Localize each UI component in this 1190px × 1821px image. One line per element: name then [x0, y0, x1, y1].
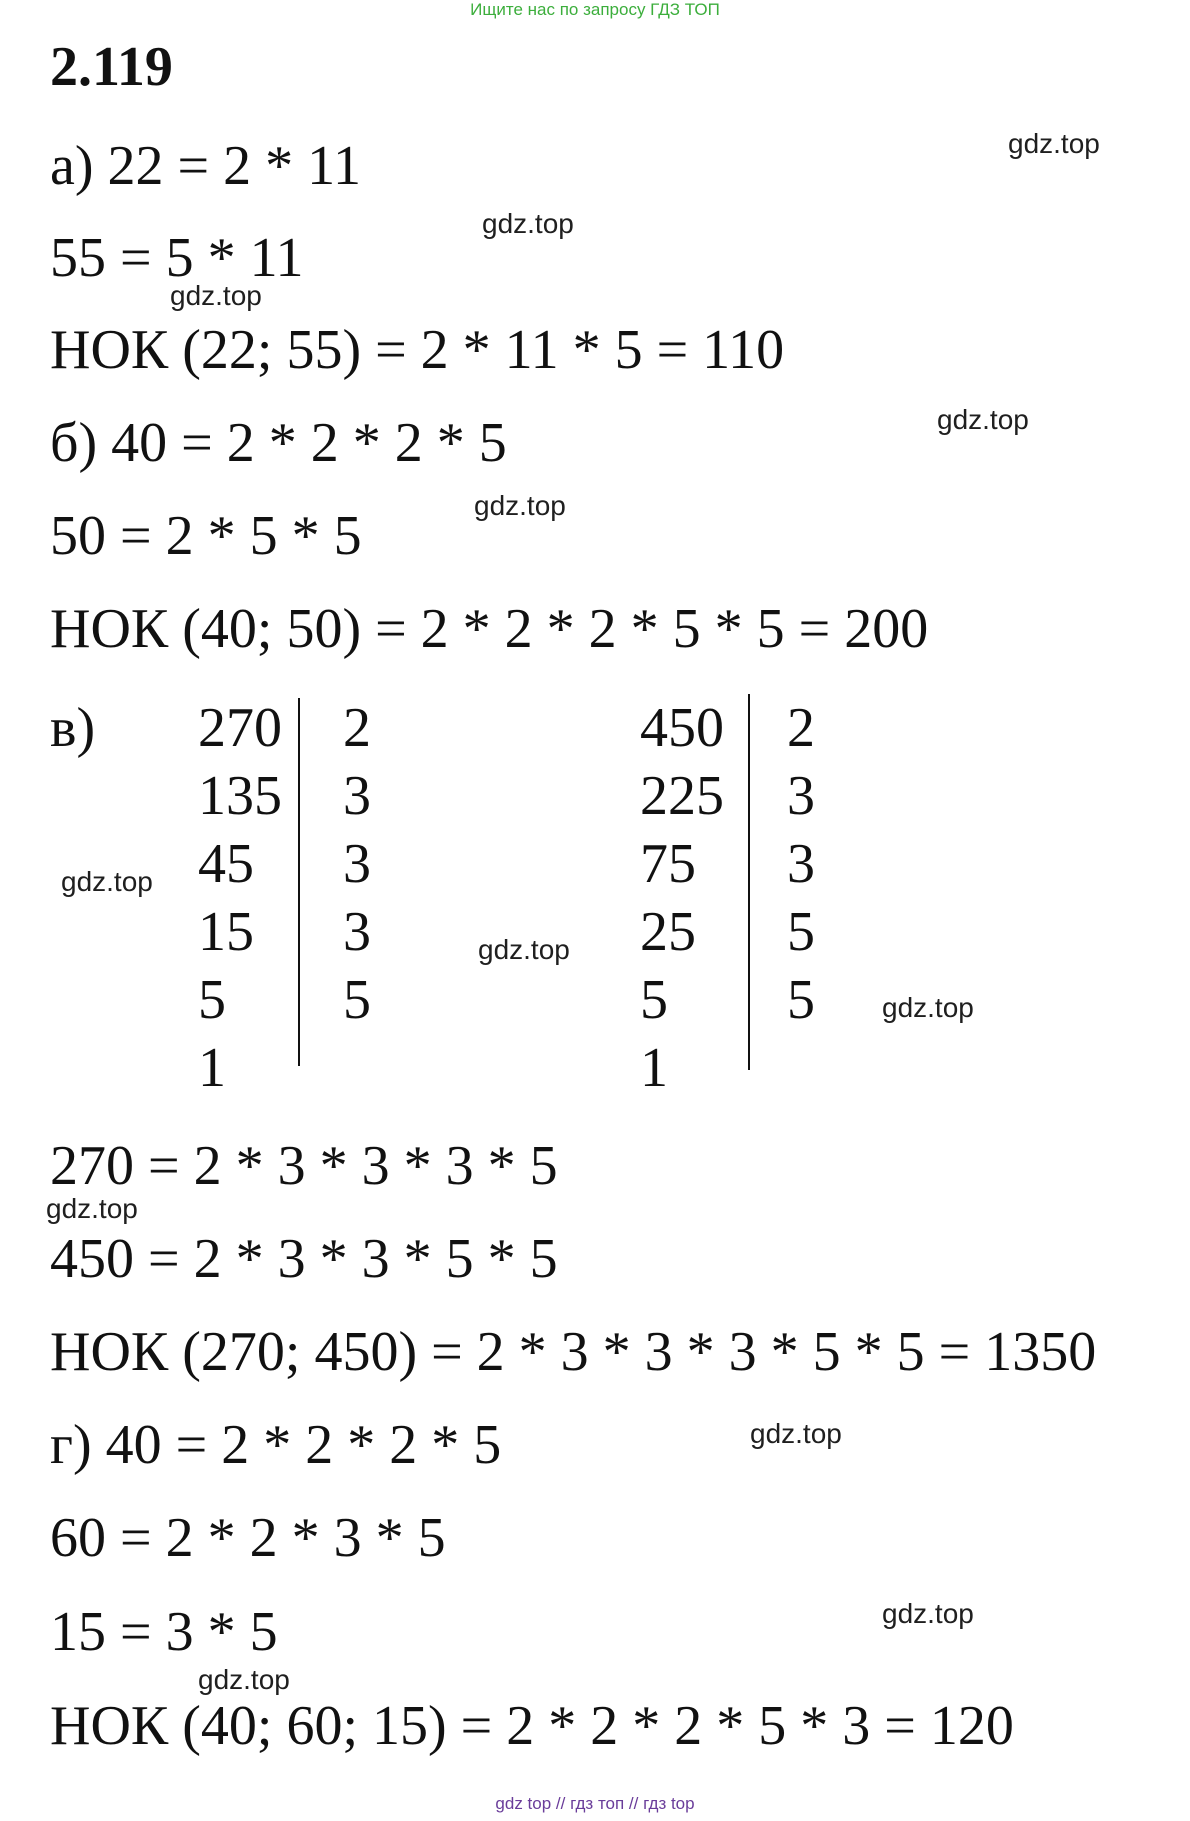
f450-right-3: 5 [787, 901, 815, 963]
line-g1: г) 40 = 2 * 2 * 2 * 5 [50, 1414, 502, 1476]
f450-right-1: 3 [787, 765, 815, 827]
line-g3: 15 = 3 * 5 [50, 1601, 278, 1663]
f450-left-3: 25 [640, 901, 696, 963]
f270-left-0: 270 [198, 697, 282, 759]
watermark: gdz.top [1008, 128, 1100, 159]
f270-left-3: 15 [198, 901, 254, 963]
watermark: gdz.top [750, 1418, 842, 1449]
f450-left-5: 1 [640, 1037, 668, 1099]
line-v1: 270 = 2 * 3 * 3 * 3 * 5 [50, 1135, 558, 1197]
watermark: gdz.top [482, 208, 574, 239]
f270-right-4: 5 [343, 969, 371, 1031]
f450-left-4: 5 [640, 969, 668, 1031]
watermark: gdz.top [46, 1193, 138, 1224]
f450-left-0: 450 [640, 697, 724, 759]
watermark: gdz.top [478, 934, 570, 965]
f270-right-2: 3 [343, 833, 371, 895]
header-promo-text: Ищите нас по запросу ГДЗ ТОП [470, 0, 720, 19]
f270-right-0: 2 [343, 697, 371, 759]
watermark: gdz.top [61, 866, 153, 897]
f450-left-2: 75 [640, 833, 696, 895]
f450-right-0: 2 [787, 697, 815, 759]
watermark: gdz.top [474, 490, 566, 521]
f450-right-2: 3 [787, 833, 815, 895]
f270-left-2: 45 [198, 833, 254, 895]
f450-right-4: 5 [787, 969, 815, 1031]
f270-left-4: 5 [198, 969, 226, 1031]
line-g4: НОК (40; 60; 15) = 2 * 2 * 2 * 5 * 3 = 120 [50, 1695, 1014, 1757]
line-b2: 50 = 2 * 5 * 5 [50, 505, 362, 567]
f270-left-5: 1 [198, 1037, 226, 1099]
problem-number: 2.119 [50, 36, 173, 98]
line-b3: НОК (40; 50) = 2 * 2 * 2 * 5 * 5 = 200 [50, 598, 929, 660]
watermark: gdz.top [937, 404, 1029, 435]
f270-left-1: 135 [198, 765, 282, 827]
line-v3: НОК (270; 450) = 2 * 3 * 3 * 3 * 5 * 5 = 1350 [50, 1321, 1097, 1383]
footer-text: gdz top // гдз топ // гдз top [495, 1794, 695, 1813]
f450-left-1: 225 [640, 765, 724, 827]
line-g2: 60 = 2 * 2 * 3 * 5 [50, 1507, 446, 1569]
watermark: gdz.top [882, 992, 974, 1023]
line-a2: 55 = 5 * 11 [50, 227, 304, 289]
line-b1: б) 40 = 2 * 2 * 2 * 5 [50, 412, 507, 474]
line-a3: НОК (22; 55) = 2 * 11 * 5 = 110 [50, 319, 785, 381]
watermark: gdz.top [198, 1664, 290, 1695]
f270-right-1: 3 [343, 765, 371, 827]
watermark: gdz.top [170, 280, 262, 311]
f270-divider [298, 698, 300, 1066]
line-a1: а) 22 = 2 * 11 [50, 135, 362, 197]
line-v-label: в) [50, 697, 96, 759]
f270-right-3: 3 [343, 901, 371, 963]
line-v2: 450 = 2 * 3 * 3 * 5 * 5 [50, 1228, 558, 1290]
f450-divider [748, 694, 750, 1070]
watermark: gdz.top [882, 1598, 974, 1629]
